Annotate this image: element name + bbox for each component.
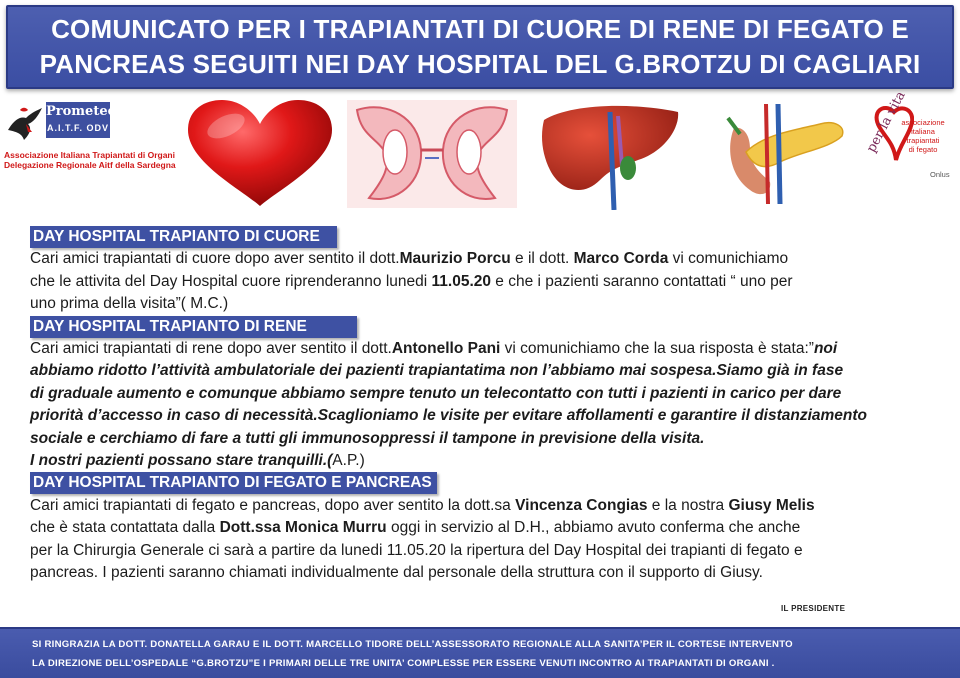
per-la-vita-text [890,118,956,154]
prometeo-logo [4,102,180,176]
doctor-name: Dott.ssa Monica Murru [219,519,387,537]
text-line: pancreas. I pazienti saranno chiamati individualmente dal personale della struttura con il supporto di Giusy. [30,564,763,582]
pv-line: italiana [911,127,935,136]
date: 11.05.20 [431,272,491,290]
text-run: che le attivita del Day Hospital cuore riprenderanno lunedi [30,272,432,290]
signature: IL PRESIDENTE [781,604,846,613]
phoenix-icon [6,106,44,142]
quote-line: priorità d’accesso in caso di necessità.Scaglioniamo le visite per evitare affollamenti e garantire il distanziamento [30,407,868,425]
liver-image [540,98,682,210]
text-run: Cari amici trapiantati di cuore dopo aver sentito il dott. [30,250,400,268]
prometeo-line-2: Delegazione Regionale Aitf della Sardegna [4,160,176,170]
text-line [30,338,940,360]
doctor-name: Antonello Pani [391,340,501,358]
text-run: Cari amici trapiantati di rene dopo aver sentito il dott. [30,340,392,358]
text-line: per la Chirurgia Generale ci sarà a partire da lunedi 11.05.20 la ripertura del Day Hospital dei trapianti di fegato e [30,541,803,559]
text-line [30,248,940,270]
prometeo-line-1: Associazione Italiana Trapiantati di Organi [4,150,175,160]
text-run: vi comunichiamo [668,250,789,268]
onlus-label: Onlus [930,170,950,179]
text-run: oggi in servizio al D.H., abbiamo avuto conferma che anche [386,519,801,537]
text-line [30,495,940,517]
liver-icon [540,98,682,210]
prometeo-title-box [46,102,117,138]
heading-fegato-pancreas: DAY HOSPITAL TRAPIANTO DI FEGATO E PANCREAS [30,472,437,494]
person-name: Giusy Melis [728,496,815,514]
heading-cuore: DAY HOSPITAL TRAPIANTO DI CUORE [30,226,337,248]
doctor-name: Maurizio Porcu [399,250,511,268]
text-line [30,517,940,539]
initials: A.P.) [332,452,365,470]
footer-line-2: LA DIREZIONE DELL’OSPEDALE “G.BROTZU”E I PRIMARI DELLE TRE UNITA’ COMPLESSE PER ESSERE VENUTI INCONTRO AI TRAPIANTATI DI ORGANI . [32,658,775,669]
heading-rene: DAY HOSPITAL TRAPIANTO DI RENE [30,316,357,338]
text-run: e che i pazienti saranno contattati “ uno per [491,272,793,290]
paragraph-rene [30,338,940,472]
heart-icon [182,98,338,208]
kidneys-icon [347,100,517,208]
paragraph-cuore [30,248,940,315]
text-run: e la nostra [647,496,729,514]
doctor-name: Marco Corda [573,250,669,268]
text-line [30,450,940,472]
text-run: Cari amici trapiantati di fegato e pancreas, dopo aver sentito la dott.sa [30,496,516,514]
text-line [30,271,940,293]
pancreas-image [720,104,858,204]
quote-run: I nostri pazienti possano stare tranquilli.( [30,452,333,470]
quote-run: noi [813,340,838,358]
pv-line: trapiantati [906,136,940,145]
pancreas-icon [720,104,858,204]
doctor-name: Vincenza Congias [515,496,648,514]
prometeo-subtitle [4,150,180,170]
footer-banner [0,627,960,678]
text-run: e il dott. [510,250,574,268]
title-line-2: PANCREAS SEGUITI NEI DAY HOSPITAL DEL G.BROTZU DI CAGLIARI [39,49,921,79]
quote-line: di graduale aumento e comunque abbiamo sempre tenuto un telecontatto con tutti i pazienti in carico per dare [30,384,842,402]
per-la-vita-logo [860,88,958,184]
per-la-vita-brand: per la vita [864,88,909,156]
text-line: uno prima della visita”( M.C.) [30,295,229,313]
organ-images-row [0,88,960,210]
quote-line: sociale e cerchiamo di fare a tutti gli immunosoppressi il tampone in previsione della visita. [30,429,705,447]
footer-line-1: SI RINGRAZIA LA DOTT. DONATELLA GARAU E IL DOTT. MARCELLO TIDORE DELL’ASSESSORATO REGIONALE ALLA SANITA’PER IL CORTESE INTERVENTO [32,639,793,650]
prometeo-acronym: A.I.T.F. ODV [46,123,109,133]
communication-body [30,226,940,585]
quote-line: abbiamo ridotto l’attività ambulatoriale dei pazienti trapiantatima non l’abbiamo mai sospesa.Siamo già in fase [30,362,844,380]
title-banner [6,5,954,89]
pv-line: di fegato [908,145,938,154]
text-run: che è stata contattata dalla [30,519,220,537]
paragraph-fegato-pancreas [30,495,940,585]
title-line-1: COMUNICATO PER I TRAPIANTATI DI CUORE DI RENE DI FEGATO E [51,14,909,44]
text-run: vi comunichiamo che la sua risposta è stata:” [500,340,814,358]
kidney-image [347,100,517,208]
prometeo-name: Prometeo [46,104,117,119]
pv-line: associazione [901,118,945,127]
heart-image [182,98,338,208]
